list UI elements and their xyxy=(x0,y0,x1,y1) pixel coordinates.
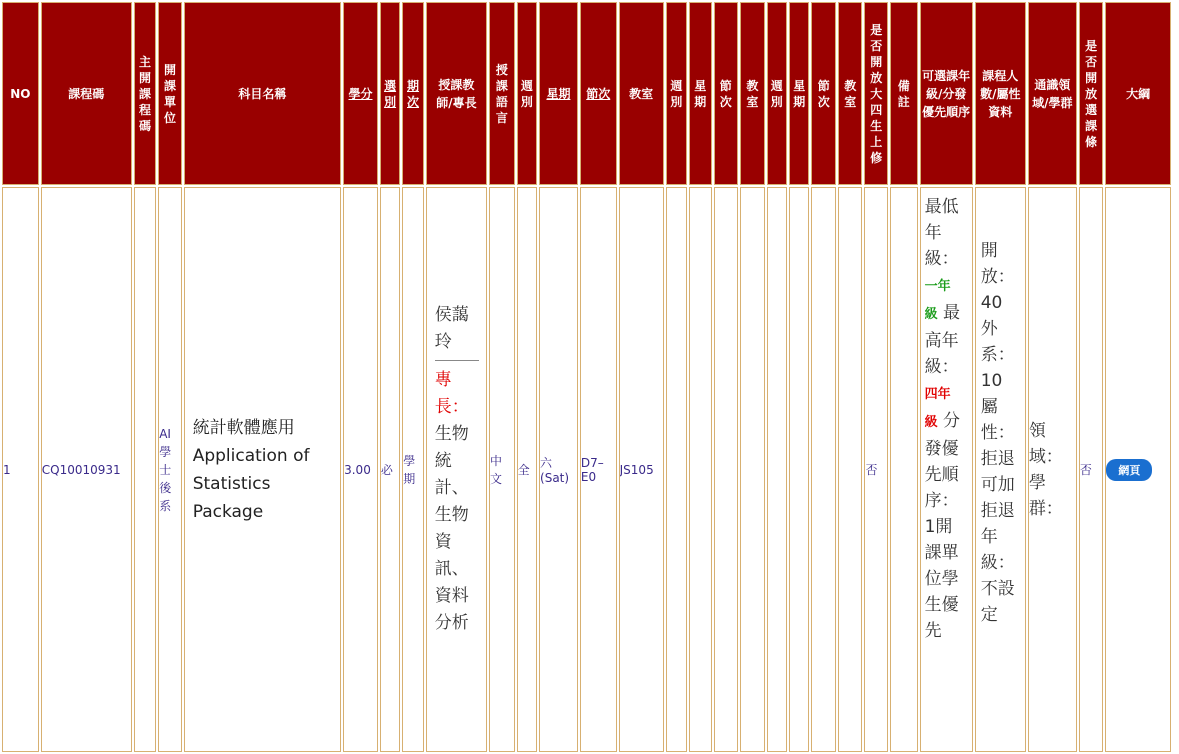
grade-label: 年級： xyxy=(980,527,1015,573)
header-period-2: 節次 xyxy=(714,2,739,185)
table-row xyxy=(2,187,1171,752)
cell-room-3 xyxy=(838,187,863,752)
header-senior-open: 是否開放大四生上修 xyxy=(864,2,888,185)
cell-course-code: CQ10010931 xyxy=(41,187,132,752)
cell-weekday-3 xyxy=(789,187,809,752)
header-general-ed: 通識領域/學群 xyxy=(1028,2,1077,185)
header-weekday-3: 星期 xyxy=(789,2,809,185)
cell-type: 必 xyxy=(380,187,400,752)
specialty-label: 專長： xyxy=(434,370,469,417)
header-period-sort[interactable]: 節次 xyxy=(580,2,617,185)
cell-room: JS105 xyxy=(619,187,664,752)
enroll-open-value: 40 xyxy=(980,293,1003,313)
header-week-3: 週別 xyxy=(767,2,787,185)
cell-room-2 xyxy=(740,187,765,752)
cell-week-3 xyxy=(767,187,787,752)
cell-grade-priority xyxy=(920,187,973,752)
header-language: 授課語言 xyxy=(489,2,515,185)
teacher-name[interactable]: 侯藹玲 xyxy=(434,305,469,352)
syllabus-web-button[interactable]: 網頁 xyxy=(1106,459,1152,481)
cell-credits: 3.00 xyxy=(343,187,378,752)
header-room-2: 教室 xyxy=(740,2,765,185)
header-main-code: 主開課程碼 xyxy=(134,2,156,185)
cell-weekday: 六(Sat) xyxy=(539,187,578,752)
cell-period: D7–E0 xyxy=(580,187,617,752)
enroll-open-label: 開放： xyxy=(980,241,1015,287)
enroll-other-label: 外系： xyxy=(980,319,1015,365)
header-remark: 備註 xyxy=(890,2,918,185)
grade-max-label: 最高年級： xyxy=(924,303,960,377)
subject-name-en: Application of Statistics Package xyxy=(192,445,310,522)
priority-value: 1開課單位學生優先 xyxy=(924,517,959,641)
grade-min-value: 一年級 xyxy=(924,279,951,322)
cell-language: 中文 xyxy=(489,187,515,752)
cell-term: 學期 xyxy=(402,187,423,752)
subject-name-zh: 統計軟體應用 xyxy=(192,417,295,438)
header-course-code: 課程碼 xyxy=(41,2,132,185)
header-credits-sort[interactable]: 學分 xyxy=(343,2,378,185)
priority-label: 分發優先順序： xyxy=(924,411,960,511)
header-weekday-2: 星期 xyxy=(689,2,711,185)
header-type-sort[interactable]: 選別 xyxy=(380,2,400,185)
cell-senior-open: 否 xyxy=(864,187,888,752)
cell-period-2 xyxy=(714,187,739,752)
attr-label: 屬性： xyxy=(980,397,1015,443)
cell-week-2 xyxy=(666,187,687,752)
cell-syllabus xyxy=(1105,187,1171,752)
cell-remark xyxy=(890,187,918,752)
grade-value: 不設定 xyxy=(980,579,1015,625)
grade-max-value: 四年級 xyxy=(924,387,951,430)
header-room-3: 教室 xyxy=(838,2,863,185)
teacher-specialty: 生物統計、生物資訊、資料分析 xyxy=(434,424,469,633)
enroll-other-value: 10 xyxy=(980,371,1003,391)
ge-group: 學群： xyxy=(1028,472,1063,519)
header-weekday-sort[interactable]: 星期 xyxy=(539,2,578,185)
header-no: NO xyxy=(2,2,39,185)
header-syllabus: 大綱 xyxy=(1105,2,1171,185)
header-week-2: 週別 xyxy=(666,2,687,185)
attr-value: 拒退可加拒退 xyxy=(980,449,1015,521)
header-teacher: 授課教師/專長 xyxy=(426,2,487,185)
grade-min-label: 最低年級： xyxy=(924,197,959,269)
cell-dept: AI學士後系 xyxy=(158,187,182,752)
header-dept: 開課單位 xyxy=(158,2,182,185)
cell-teacher xyxy=(426,187,487,752)
cell-period-3 xyxy=(811,187,836,752)
header-period-3: 節次 xyxy=(811,2,836,185)
header-grade-priority: 可選課年級/分發優先順序 xyxy=(920,2,973,185)
header-open-condition: 是否開放選課條 xyxy=(1079,2,1104,185)
cell-weekday-2 xyxy=(689,187,711,752)
header-room: 教室 xyxy=(619,2,664,185)
cell-subject xyxy=(184,187,341,752)
header-enrollment: 課程人數/屬性資料 xyxy=(975,2,1026,185)
cell-enrollment xyxy=(975,187,1026,752)
header-week: 週別 xyxy=(517,2,537,185)
cell-week: 全 xyxy=(517,187,537,752)
ge-domain: 領域： xyxy=(1028,420,1063,467)
header-row xyxy=(2,2,1171,185)
cell-general-ed xyxy=(1028,187,1077,752)
cell-no: 1 xyxy=(2,187,39,752)
cell-main-code xyxy=(134,187,156,752)
header-subject: 科目名稱 xyxy=(184,2,341,185)
cell-open-condition: 否 xyxy=(1079,187,1104,752)
header-term-sort[interactable]: 期次 xyxy=(402,2,423,185)
teacher-divider xyxy=(435,360,479,361)
